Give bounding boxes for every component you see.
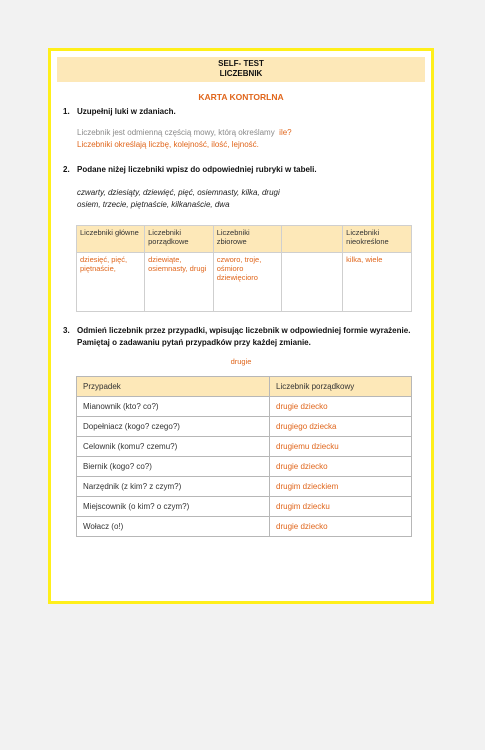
header-line2: LICZEBNIK (219, 69, 263, 78)
answer-cell: drugie dziecko (270, 457, 412, 477)
answer-cell: drugie dziecko (270, 397, 412, 417)
header-banner (57, 57, 425, 82)
answer-cell: drugie dziecko (270, 517, 412, 537)
question-1-line2: Liczebniki określają liczbę, kolejność, ilość, lejność. (77, 140, 259, 149)
question-3-line1: 3. Odmień liczebnik przez przypadki, wpisując liczebnik w odpowiedniej formie wyrażenie. (63, 326, 411, 335)
case-cell: Mianownik (kto? co?) (77, 397, 270, 417)
card-title: KARTA KONTORLNA (198, 92, 284, 102)
declension-header-case: Przypadek (77, 377, 270, 397)
declension-header-numeral: Liczebnik porządkowy (270, 377, 412, 397)
question-3-line2: Pamiętaj o zadawaniu pytań przypadków przy każdej zmianie. (77, 338, 311, 347)
question-2-words-line1: czwarty, dziesiąty, dziewięć, pięć, osiemnasty, kilka, drugi (77, 188, 280, 197)
numerals-table (76, 225, 412, 312)
declension-table (76, 376, 412, 537)
question-1-title: 1. Uzupełnij luki w zdaniach. (63, 107, 176, 116)
numerals-header-cell: Liczebniki główne (77, 226, 145, 253)
table-row (77, 457, 412, 477)
question-1-line1: Liczebnik jest odmienną częścią mowy, którą określamy ile? (77, 128, 292, 137)
case-cell: Miejscownik (o kim? o czym?) (77, 497, 270, 517)
numerals-header-cell: Liczebniki nieokreślone (343, 226, 412, 253)
case-cell: Narzędnik (z kim? z czym?) (77, 477, 270, 497)
numerals-cell: dziewiąte, osiemnasty, drugi (145, 253, 214, 312)
question-2-words-line2: osiem, trzecie, piętnaście, kilkanaście, dwa (77, 200, 230, 209)
numerals-header-cell: Liczebniki porządkowe (145, 226, 214, 253)
case-cell: Celownik (komu? czemu?) (77, 437, 270, 457)
table-row (77, 417, 412, 437)
numerals-table-row (77, 253, 412, 312)
numerals-cell: dziesięć, pięć, piętnaście, (77, 253, 145, 312)
answer-cell: drugiemu dziecku (270, 437, 412, 457)
numerals-cell: czworo, troje, ośmioro dziewięcioro (213, 253, 282, 312)
case-cell: Wołacz (o!) (77, 517, 270, 537)
table-row (77, 517, 412, 537)
numerals-header-cell (282, 226, 343, 253)
example-word: drugie (230, 357, 252, 366)
case-cell: Biernik (kogo? co?) (77, 457, 270, 477)
table-row (77, 437, 412, 457)
numerals-cell (282, 253, 343, 312)
worksheet (48, 48, 434, 604)
table-row (77, 497, 412, 517)
declension-table-header (77, 377, 412, 397)
table-row (77, 397, 412, 417)
numerals-cell: kilka, wiele (343, 253, 412, 312)
answer-cell: drugiego dziecka (270, 417, 412, 437)
header-line1: SELF- TEST (218, 59, 264, 68)
numerals-table-header (77, 226, 412, 253)
answer-cell: drugim dziecku (270, 497, 412, 517)
answer-cell: drugim dzieckiem (270, 477, 412, 497)
question-2-title: 2. Podane niżej liczebniki wpisz do odpowiedniej rubryki w tabeli. (63, 165, 317, 174)
case-cell: Dopełniacz (kogo? czego?) (77, 417, 270, 437)
numerals-header-cell: Liczebniki zbiorowe (213, 226, 282, 253)
table-row (77, 477, 412, 497)
